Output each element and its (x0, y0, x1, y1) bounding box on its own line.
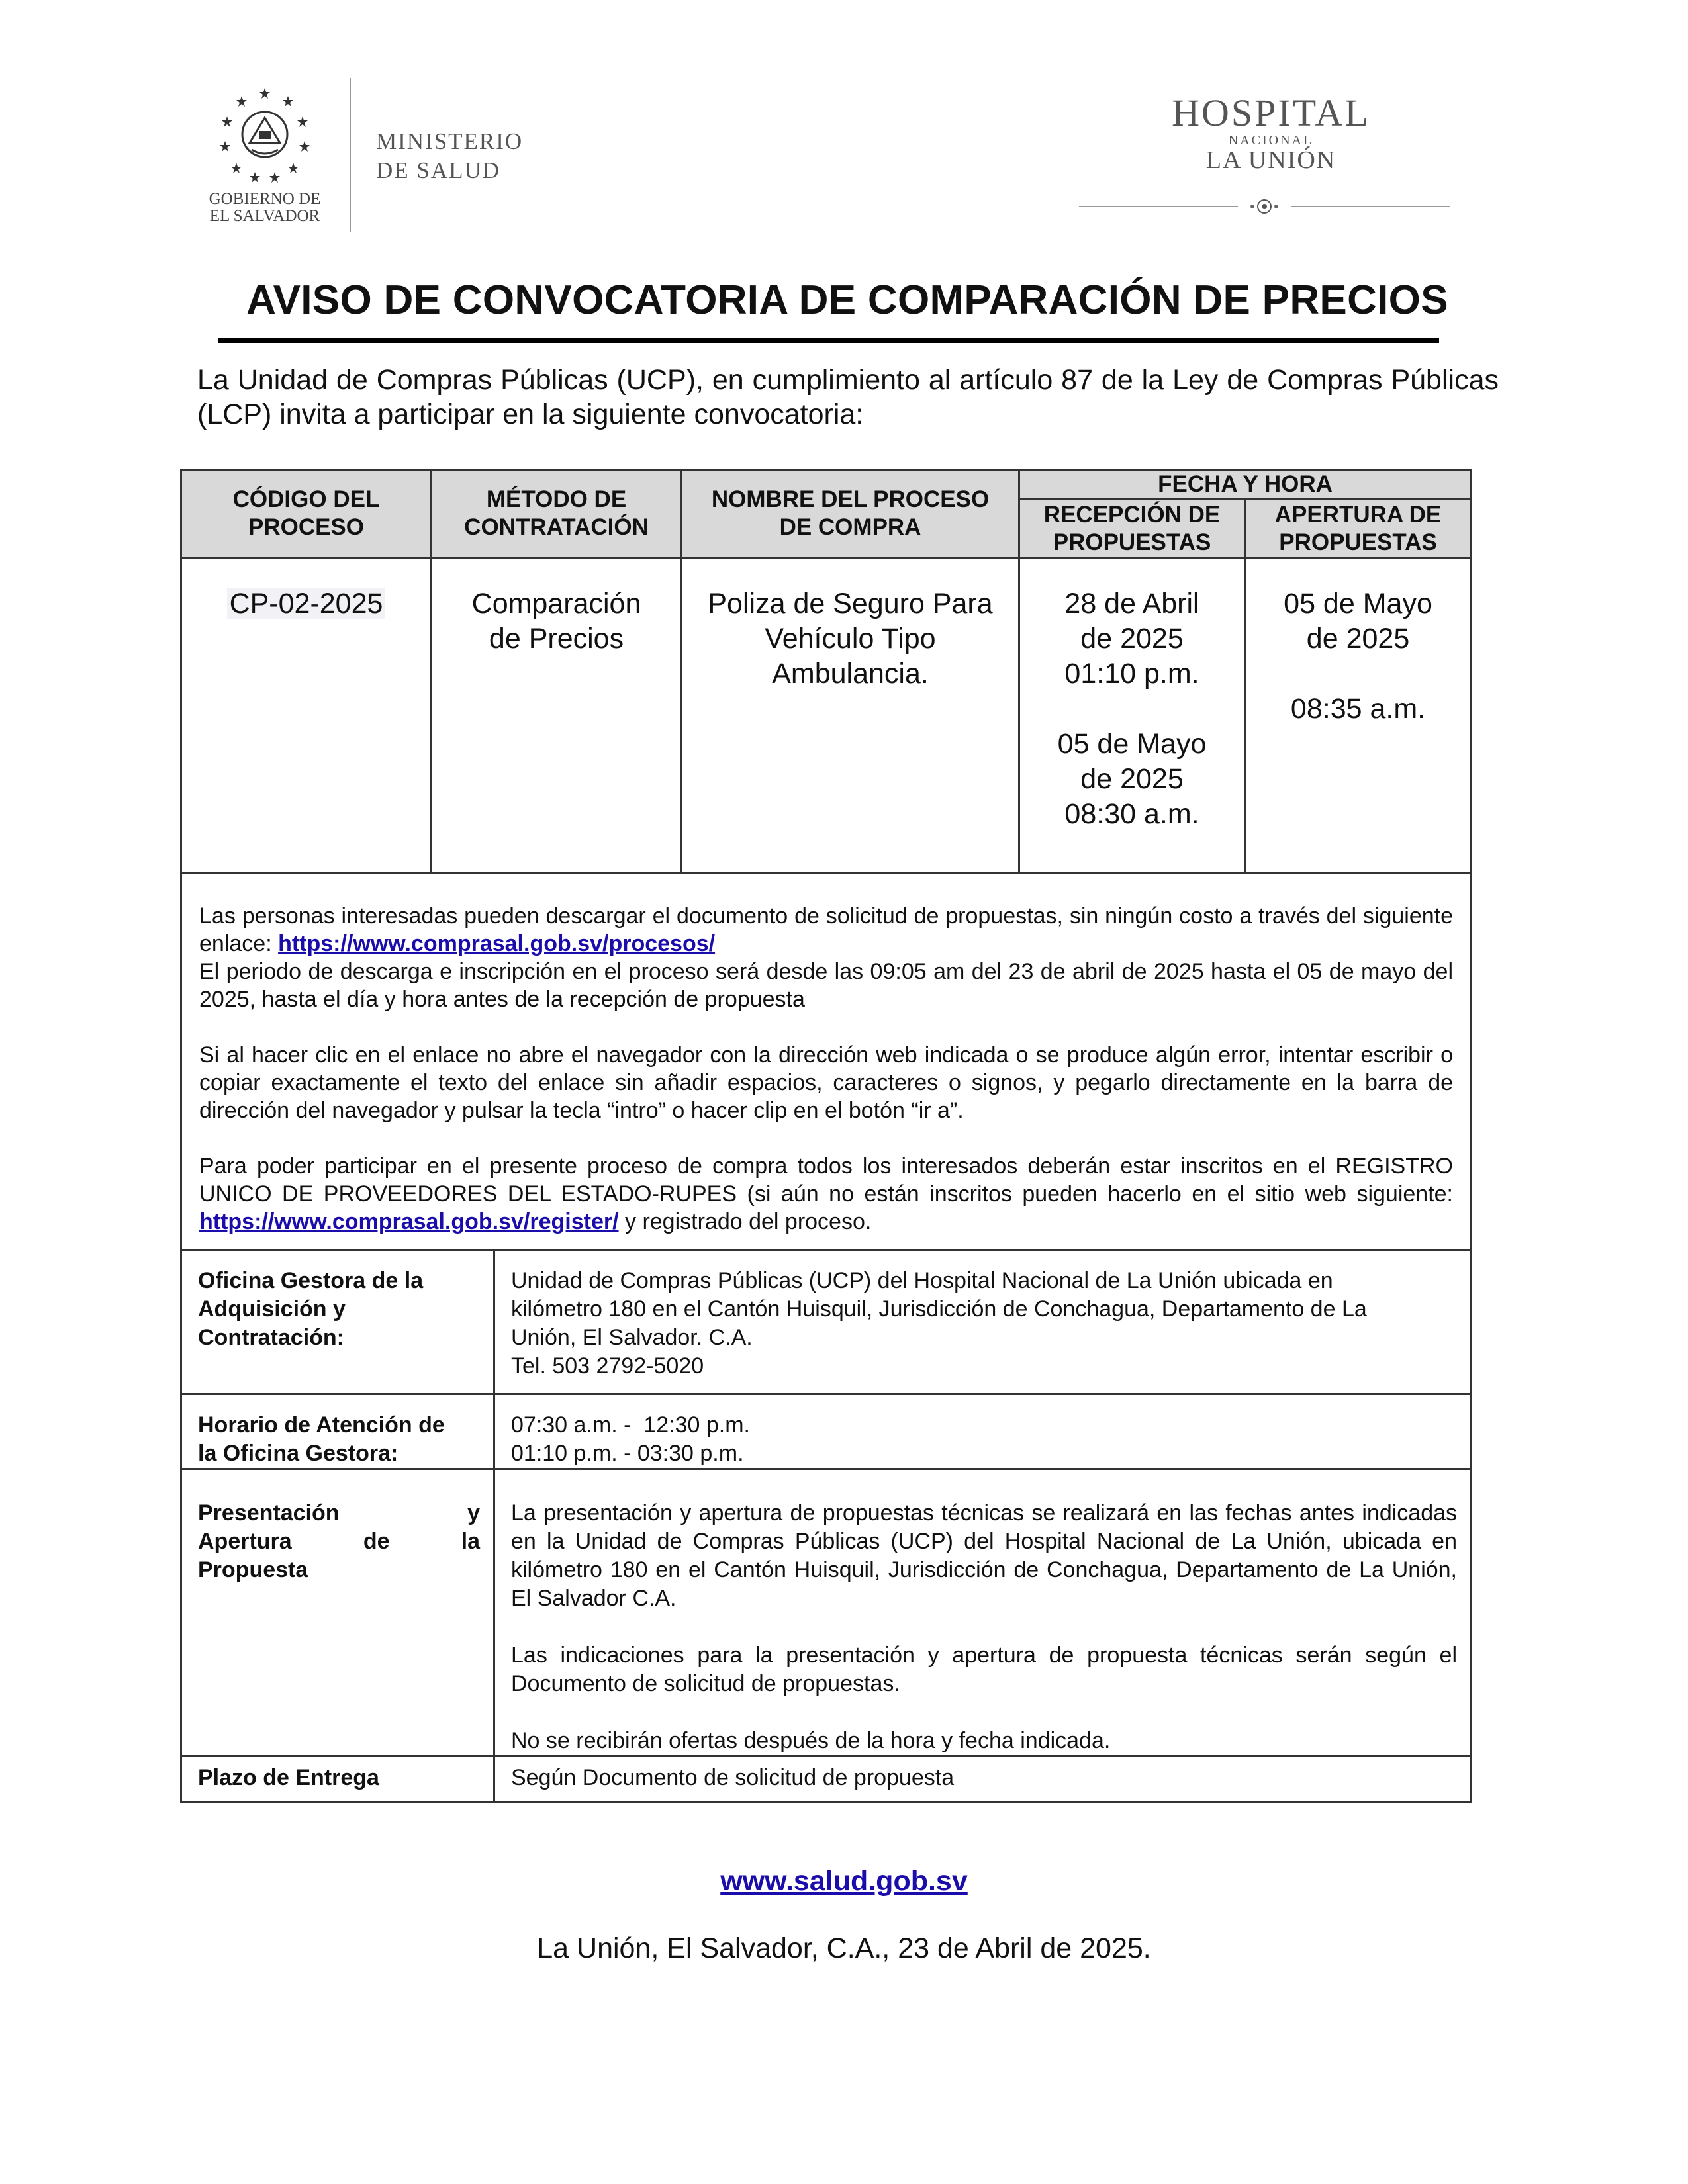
plazo-label: Plazo de Entrega (198, 1765, 379, 1790)
register-link[interactable]: https://www.comprasal.gob.sv/register/ (199, 1209, 619, 1234)
header-codigo-line-1: CÓDIGO DEL (232, 486, 380, 512)
oficina-label-line-3: Contratación: (198, 1325, 344, 1350)
ministerio-line-2: DE SALUD (376, 158, 501, 183)
header-codigo (181, 470, 432, 558)
plazo-value: Según Documento de solicitud de propuesta (511, 1765, 955, 1790)
hospital-logo-line-1: HOSPITAL (1172, 91, 1370, 134)
footer-date: La Unión, El Salvador, C.A., 23 de Abril de 2025. (537, 1933, 1151, 1964)
procesos-link[interactable]: https://www.comprasal.gob.sv/procesos/ (278, 931, 716, 956)
codigo-value: CP-02-2025 (227, 588, 386, 619)
coat-of-arms-icon (215, 85, 314, 184)
header-fecha-hora: FECHA Y HORA (1019, 470, 1472, 500)
header-codigo-line-2: PROCESO (248, 514, 365, 540)
info-p3-text: Para poder participar en el presente proceso de compra todos los interesados deberán estar inscritos en el REGISTRO UNICO DE PROVEEDORES DEL ESTADO-RUPES (si aún no están inscritos pueden hacerlo en el sitio web siguiente: (199, 1154, 1454, 1206)
header-apertura (1245, 500, 1472, 558)
hospital-logo-line-3: LA UNIÓN (1205, 146, 1336, 174)
header-recepcion-line-1: RECEPCIÓN DE (1043, 501, 1221, 527)
cell-apertura (1245, 558, 1472, 874)
detail-value-plazo (494, 1756, 1472, 1803)
detail-label-plazo (181, 1756, 494, 1803)
info-p1-text: Las personas interesadas pueden descargar el documento de solicitud de propuestas, sin ningún costo a través del siguiente enlace: (199, 903, 1454, 956)
recepcion-2-line-3: 08:30 a.m. (1064, 798, 1199, 830)
detail-label-presentacion (181, 1469, 494, 1756)
presentacion-value-p3: No se recibirán ofertas después de la hora y fecha indicada. (511, 1728, 1111, 1753)
horario-label-line-2: la Oficina Gestora: (198, 1441, 399, 1466)
presentacion-label-line-1: Presentación y (198, 1500, 480, 1525)
info-paragraph-3 (199, 1152, 1453, 1236)
hospital-logo-line-2: NACIONAL (1228, 133, 1314, 148)
detail-row-horario (181, 1394, 1472, 1469)
header-recepcion (1019, 500, 1245, 558)
header-recepcion-line-2: PROPUESTAS (1053, 529, 1211, 555)
recepcion-1-line-3: 01:10 p.m. (1064, 658, 1199, 690)
recepcion-1-line-1: 28 de Abril (1064, 588, 1199, 619)
salud-website-link[interactable]: www.salud.gob.sv (720, 1865, 968, 1897)
info-paragraph-1b: El periodo de descarga e inscripción en el proceso será desde las 09:05 am del 23 de abril de 2025 hasta el 05 de mayo del 2025, hasta el día y hora antes de la recepción de propuesta (199, 959, 1454, 1012)
header-apertura-line-1: APERTURA DE (1274, 501, 1442, 527)
hospital-logo (1086, 93, 1456, 173)
oficina-label-line-2: Adquisición y (198, 1297, 346, 1322)
header-apertura-line-2: PROPUESTAS (1279, 529, 1437, 555)
apertura-line-1: 05 de Mayo (1284, 588, 1432, 619)
recepcion-1-line-2: de 2025 (1080, 623, 1184, 655)
metodo-line-2: de Precios (489, 623, 624, 655)
apertura-hora: 08:35 a.m. (1290, 693, 1426, 725)
cell-nombre (682, 558, 1019, 874)
horario-label-line-1: Horario de Atención de (198, 1412, 445, 1437)
title-underline (218, 338, 1439, 343)
metodo-line-1: Comparación (471, 588, 641, 619)
nombre-line-2: Vehículo Tipo (765, 623, 936, 655)
gobierno-line-2: EL SALVADOR (209, 207, 320, 225)
detail-value-horario (494, 1394, 1472, 1469)
process-row (181, 558, 1472, 874)
info-paragraph-2: Si al hacer clic en el enlace no abre el navegador con la dirección web indicada o se produce algún error, intentar escribir o copiar exactamente el texto del enlace sin añadir espacios, caracteres o signos, y pegarlo directamente en la barra de dirección del navegador y pulsar la tecla “intro” o hacer clip en el botón “ir a”. (199, 1042, 1454, 1123)
header-nombre (682, 470, 1019, 558)
intro-paragraph: La Unidad de Compras Públicas (UCP), en cumplimiento al artículo 87 de la Ley de Compras Públicas (LCP) invita a participar en la siguiente convocatoria: (197, 364, 1499, 430)
presentacion-value-p2: Las indicaciones para la presentación y apertura de propuesta técnicas serán según el Documento de solicitud de propuestas. (511, 1643, 1458, 1696)
recepcion-2-line-2: de 2025 (1080, 763, 1184, 795)
logo-divider (350, 78, 351, 232)
nombre-line-3: Ambulancia. (772, 658, 929, 690)
presentacion-label-line-3: Propuesta (198, 1557, 308, 1582)
cell-codigo (181, 558, 432, 874)
detail-label-oficina (181, 1250, 494, 1394)
header-nombre-line-2: DE COMPRA (779, 514, 921, 540)
detail-value-oficina (494, 1250, 1472, 1394)
presentacion-label-line-2: Apertura de la (198, 1529, 480, 1554)
header-metodo (432, 470, 682, 558)
header-metodo-line-2: CONTRATACIÓN (464, 514, 649, 540)
oficina-label-line-1: Oficina Gestora de la (198, 1268, 424, 1293)
oficina-value-line-4: Tel. 503 2792-5020 (511, 1353, 704, 1379)
cell-recepcion (1019, 558, 1245, 874)
detail-value-presentacion (494, 1469, 1472, 1756)
detail-label-horario (181, 1394, 494, 1469)
gobierno-seal-logo (199, 85, 331, 227)
ministerio-logo-text (376, 127, 523, 185)
presentacion-value-p1: La presentación y apertura de propuestas técnicas se realizará en las fechas antes indicadas en la Unidad de Compras Públicas (UCP) del Hospital Nacional de La Unión, ubicada en kilómetro 180 en el Cantón Huisquil, Jurisdicción de Conchagua, Departamento de La Unión, El Salvador C.A. (511, 1500, 1458, 1611)
horario-value-line-2: 01:10 p.m. - 03:30 p.m. (511, 1441, 744, 1466)
info-paragraph-1 (199, 902, 1453, 958)
gobierno-line-1: GOBIERNO DE (209, 190, 321, 208)
detail-row-plazo (181, 1756, 1472, 1803)
info-cell (181, 874, 1472, 1250)
apertura-line-2: de 2025 (1306, 623, 1410, 655)
oficina-value-line-3: Unión, El Salvador. C.A. (511, 1325, 753, 1350)
page-title: AVISO DE CONVOCATORIA DE COMPARACIÓN DE PRECIOS (246, 277, 1448, 323)
detail-row-presentacion (181, 1469, 1472, 1756)
convocatoria-table (180, 469, 1472, 1803)
oficina-value-line-2: kilómetro 180 en el Cantón Huisquil, Jurisdicción de Conchagua, Departamento de La (511, 1297, 1367, 1322)
cell-metodo (432, 558, 682, 874)
oficina-value-line-1: Unidad de Compras Públicas (UCP) del Hospital Nacional de La Unión ubicada en (511, 1268, 1333, 1293)
hospital-logo-ornament-icon (1079, 199, 1450, 214)
gobierno-logo-text (199, 191, 331, 225)
horario-value-line-1: 07:30 a.m. - 12:30 p.m. (511, 1412, 750, 1437)
header-metodo-line-1: MÉTODO DE (486, 486, 627, 512)
info-p3-end: y registrado del proceso. (618, 1209, 872, 1234)
recepcion-2-line-1: 05 de Mayo (1057, 728, 1207, 760)
detail-row-oficina (181, 1250, 1472, 1394)
nombre-line-1: Poliza de Seguro Para (708, 588, 993, 619)
header-nombre-line-1: NOMBRE DEL PROCESO (711, 486, 990, 512)
ministerio-line-1: MINISTERIO (376, 128, 524, 154)
